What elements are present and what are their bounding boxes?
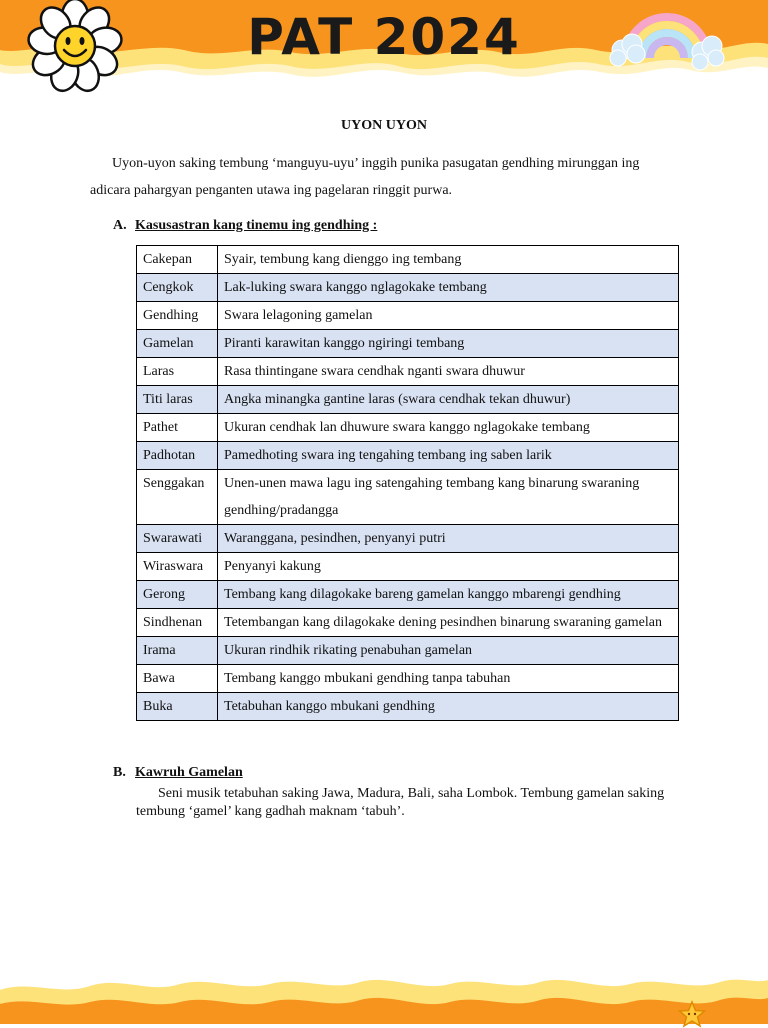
definition-cell: Waranggana, pesindhen, penyanyi putri bbox=[218, 525, 679, 553]
term-cell: Padhotan bbox=[137, 442, 218, 470]
definition-cell: Ukuran rindhik rikating penabuhan gamelan bbox=[218, 637, 679, 665]
definition-cell: Unen-unen mawa lagu ing satengahing tembang kang binarung swaraning gendhing/pradangga bbox=[218, 470, 679, 525]
term-cell: Titi laras bbox=[137, 386, 218, 414]
table-row bbox=[137, 637, 679, 665]
table-row bbox=[137, 581, 679, 609]
section-b-number: B. bbox=[113, 765, 126, 780]
definition-cell: Ukuran cendhak lan dhuwure swara kanggo nglagokake tembang bbox=[218, 414, 679, 442]
definition-cell: Angka minangka gantine laras (swara cendhak tekan dhuwur) bbox=[218, 386, 679, 414]
section-a-title: Kasusastran kang tinemu ing gendhing : bbox=[135, 218, 378, 233]
definition-cell: Tembang kanggo mbukani gendhing tanpa tabuhan bbox=[218, 665, 679, 693]
term-cell: Gendhing bbox=[137, 302, 218, 330]
intro-paragraph bbox=[90, 150, 670, 204]
table-row bbox=[137, 358, 679, 386]
definition-cell: Lak-luking swara kanggo nglagokake tembang bbox=[218, 274, 679, 302]
term-cell: Gamelan bbox=[137, 330, 218, 358]
table-row bbox=[137, 470, 679, 525]
table-row bbox=[137, 414, 679, 442]
definition-cell: Swara lelagoning gamelan bbox=[218, 302, 679, 330]
definition-cell: Tetembangan kang dilagokake dening pesindhen binarung swaraning gamelan bbox=[218, 609, 679, 637]
intro-text: Uyon-uyon saking tembung ‘manguyu-uyu’ inggih punika pasugatan gendhing mirunggan ing adicara pahargyan penganten utawa ing pagelaran ringgit purwa. bbox=[90, 156, 640, 198]
footer-banner bbox=[0, 970, 768, 1024]
table-row bbox=[137, 442, 679, 470]
term-cell: Bawa bbox=[137, 665, 218, 693]
document-title: UYON UYON bbox=[341, 118, 427, 133]
section-a-heading bbox=[113, 218, 377, 234]
section-a-number: A. bbox=[113, 218, 127, 233]
term-cell: Buka bbox=[137, 693, 218, 721]
table-row bbox=[137, 246, 679, 274]
section-b-title: Kawruh Gamelan bbox=[135, 765, 243, 780]
term-cell: Laras bbox=[137, 358, 218, 386]
term-cell: Wiraswara bbox=[137, 553, 218, 581]
term-cell: Senggakan bbox=[137, 470, 218, 525]
definition-cell: Penyanyi kakung bbox=[218, 553, 679, 581]
term-cell: Pathet bbox=[137, 414, 218, 442]
definition-cell: Tetabuhan kanggo mbukani gendhing bbox=[218, 693, 679, 721]
term-cell: Cengkok bbox=[137, 274, 218, 302]
rainbow-cloud-icon bbox=[608, 0, 726, 82]
section-b-body bbox=[136, 785, 676, 821]
table-row bbox=[137, 302, 679, 330]
definition-cell: Syair, tembung kang dienggo ing tembang bbox=[218, 246, 679, 274]
table-row bbox=[137, 386, 679, 414]
table-row bbox=[137, 665, 679, 693]
table-row bbox=[137, 553, 679, 581]
term-cell: Swarawati bbox=[137, 525, 218, 553]
table-row bbox=[137, 330, 679, 358]
definition-cell: Piranti karawitan kanggo ngiringi tembang bbox=[218, 330, 679, 358]
smiley-flower-icon bbox=[22, 0, 128, 96]
term-cell: Sindhenan bbox=[137, 609, 218, 637]
term-cell: Irama bbox=[137, 637, 218, 665]
table-row bbox=[137, 274, 679, 302]
table-row bbox=[137, 609, 679, 637]
term-cell: Gerong bbox=[137, 581, 218, 609]
term-cell: Cakepan bbox=[137, 246, 218, 274]
definition-cell: Rasa thintingane swara cendhak nganti swara dhuwur bbox=[218, 358, 679, 386]
definition-cell: Tembang kang dilagokake bareng gamelan kanggo mbarengi gendhing bbox=[218, 581, 679, 609]
table-row bbox=[137, 525, 679, 553]
table-row bbox=[137, 693, 679, 721]
section-b-paragraph: Seni musik tetabuhan saking Jawa, Madura, Bali, saha Lombok. Tembung gamelan saking tembung ‘gamel’ kang gadhah maknam ‘tabuh’. bbox=[136, 786, 665, 819]
definition-cell: Pamedhoting swara ing tengahing tembang ing saben larik bbox=[218, 442, 679, 470]
header-title: PAT 2024 bbox=[247, 8, 521, 66]
terms-table bbox=[136, 245, 679, 721]
section-b-heading bbox=[113, 765, 243, 781]
